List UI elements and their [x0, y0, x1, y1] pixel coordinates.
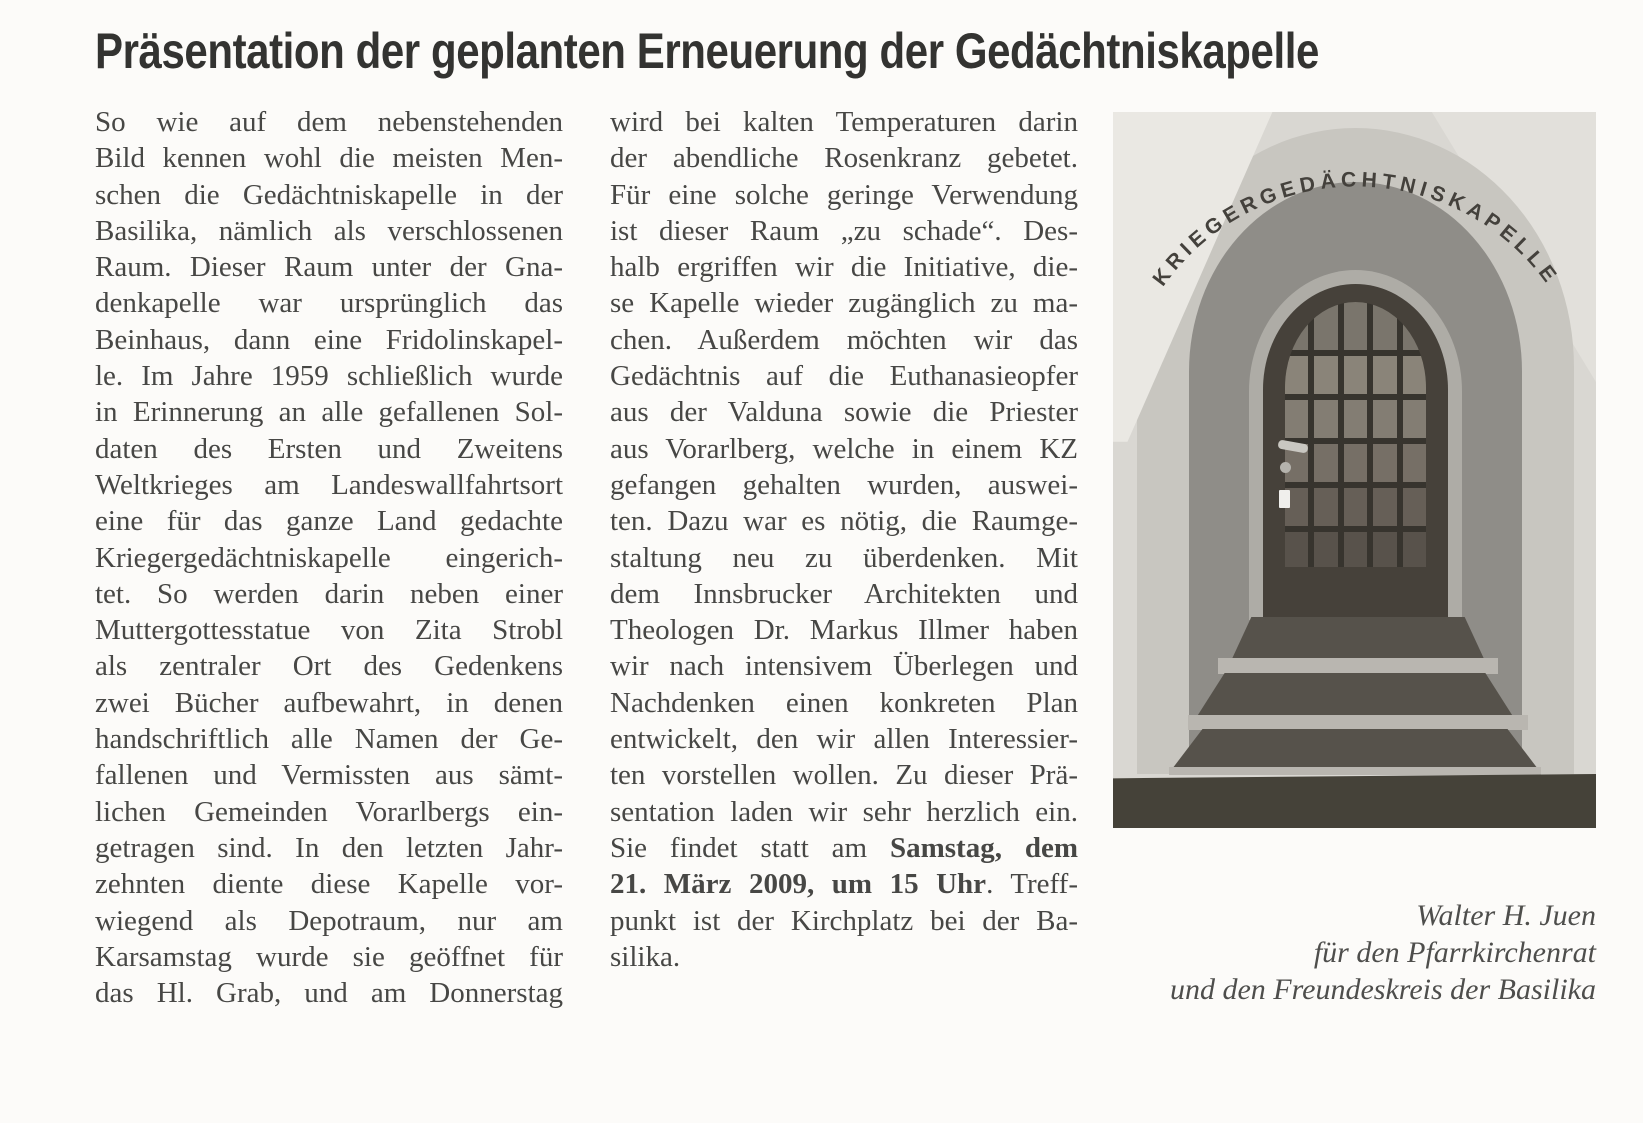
text-line: Weltkrieges am Landeswallfahrtsort	[95, 468, 563, 501]
text-line	[610, 866, 1078, 902]
caption-line: Walter H. Juen	[1416, 899, 1596, 932]
text-segment: . Treff-	[986, 868, 1079, 901]
door-pane	[1373, 488, 1396, 526]
text-line: aus der Valduna sowie die Priester	[610, 396, 1078, 429]
text-line: Gedächtnis auf die Euthanasieopfer	[610, 360, 1078, 393]
body-column-right	[610, 104, 1078, 975]
text-segment: Sie findet statt am	[610, 831, 890, 864]
door-pane	[1314, 488, 1337, 526]
text-line: le. Im Jahre 1959 schließlich wurde	[95, 360, 563, 393]
text-line: punkt ist der Kirchplatz bei der Ba-	[610, 904, 1078, 937]
text-line: So wie auf dem nebenstehenden	[95, 106, 563, 138]
text-line: schen die Gedächtniskapelle in der	[95, 178, 563, 211]
text-line: Nachdenken einen konkreten Plan	[610, 686, 1078, 719]
door-pane	[1403, 444, 1426, 482]
text-line: Theologen Dr. Markus Illmer haben	[610, 614, 1078, 647]
arch-inscription-text: KRIEGERGEDÄCHTNISKAPELLE	[1148, 168, 1564, 291]
floor-band	[1113, 774, 1596, 828]
step-tread-2	[1196, 673, 1514, 718]
door-pane	[1285, 532, 1308, 567]
text-line: Karsamstag wurde sie geöffnet für	[95, 940, 563, 973]
text-line: entwickelt, den wir allen Interessier-	[610, 723, 1078, 756]
door-sign	[1279, 490, 1290, 508]
door-lock	[1280, 462, 1291, 473]
door-pane	[1344, 444, 1367, 482]
door-pane	[1314, 444, 1337, 482]
text-line: wird bei kalten Temperaturen darin	[610, 106, 1078, 138]
text-line: dem Innsbrucker Architekten und	[610, 577, 1078, 610]
text-line: Kriegergedächtniskapelle eingerich-	[95, 541, 563, 574]
door-pane	[1314, 532, 1337, 567]
text-line: das Hl. Grab, und am Donnerstag	[95, 977, 563, 1010]
caption-line: und den Freundeskreis der Basilika	[1169, 973, 1596, 1006]
text-line: zwei Bücher aufbewahrt, in denen	[95, 686, 563, 719]
photo-caption	[1100, 897, 1596, 1008]
text-line: chen. Außerdem möchten wir das	[610, 323, 1078, 356]
caption-line: für den Pfarrkirchenrat	[1313, 936, 1596, 969]
text-line: gefangen gehalten wurden, auswei-	[610, 468, 1078, 501]
text-line: Muttergottesstatue von Zita Strobl	[95, 614, 563, 647]
text-line: zehnten diente diese Kapelle vor-	[95, 868, 563, 901]
step-riser-3	[1169, 767, 1541, 775]
chapel-photo	[1113, 112, 1596, 828]
body-column-left	[95, 104, 563, 1011]
step-tread-1	[1231, 617, 1485, 661]
arch-inscription	[1113, 112, 1596, 442]
text-line	[610, 830, 1078, 866]
text-line: Für eine solche geringe Verwendung	[610, 178, 1078, 211]
text-line: wir nach intensivem Überlegen und	[610, 650, 1078, 683]
text-line: denkapelle war ursprünglich das	[95, 287, 563, 320]
text-line: tet. So werden darin neben einer	[95, 577, 563, 610]
text-line: Basilika, nämlich als verschlossenen	[95, 214, 563, 247]
text-line: Raum. Dieser Raum unter der Gna-	[95, 251, 563, 284]
text-line: silika.	[610, 940, 681, 973]
door-pane	[1403, 488, 1426, 526]
text-line: staltung neu zu überdenken. Mit	[610, 541, 1078, 574]
step-riser-2	[1188, 715, 1528, 730]
text-line: ist dieser Raum „zu schade“. Des-	[610, 214, 1078, 247]
bold-text-segment: Samstag, dem	[889, 831, 1078, 864]
door-pane	[1373, 444, 1396, 482]
text-line: handschriftlich alle Namen der Ge-	[95, 723, 563, 756]
door-pane	[1403, 532, 1426, 567]
bold-text-segment: 21. März 2009, um 15 Uhr	[610, 868, 987, 901]
text-line: in Erinnerung an alle gefallenen Sol-	[95, 396, 563, 429]
text-line: sentation laden wir sehr herzlich ein.	[610, 795, 1078, 828]
text-line: fallenen und Vermissten aus sämt-	[95, 759, 563, 792]
text-line: lichen Gemeinden Vorarlbergs ein-	[95, 795, 563, 828]
text-line: Beinhaus, dann eine Fridolinskapel-	[95, 323, 563, 356]
text-line: als zentraler Ort des Gedenkens	[95, 650, 563, 683]
step-riser-1	[1218, 658, 1498, 674]
door-pane	[1344, 488, 1367, 526]
text-line: aus Vorarlberg, welche in einem KZ	[610, 432, 1078, 465]
article-title: Präsentation der geplanten Erneuerung der Gedächtniskapelle	[95, 23, 1319, 79]
text-line: halb ergriffen wir die Initiative, die-	[610, 251, 1078, 284]
text-line: der abendliche Rosenkranz gebetet.	[610, 142, 1078, 175]
svg-text:KRIEGERGEDÄCHTNISKAPELLE	[1148, 168, 1563, 290]
text-line: ten vorstellen wollen. Zu dieser Prä-	[610, 759, 1078, 792]
text-line: ten. Dazu war es nötig, die Raumge-	[610, 505, 1078, 538]
text-line: daten des Ersten und Zweitens	[95, 432, 563, 465]
text-line: Bild kennen wohl die meisten Men-	[95, 142, 563, 175]
text-line: getragen sind. In den letzten Jahr-	[95, 831, 563, 864]
text-line: se Kapelle wieder zugänglich zu ma-	[610, 287, 1078, 320]
door-pane	[1344, 532, 1367, 567]
door-pane	[1373, 532, 1396, 567]
text-line: wiegend als Depotraum, nur am	[95, 904, 563, 937]
text-line: eine für das ganze Land gedachte	[95, 505, 563, 538]
